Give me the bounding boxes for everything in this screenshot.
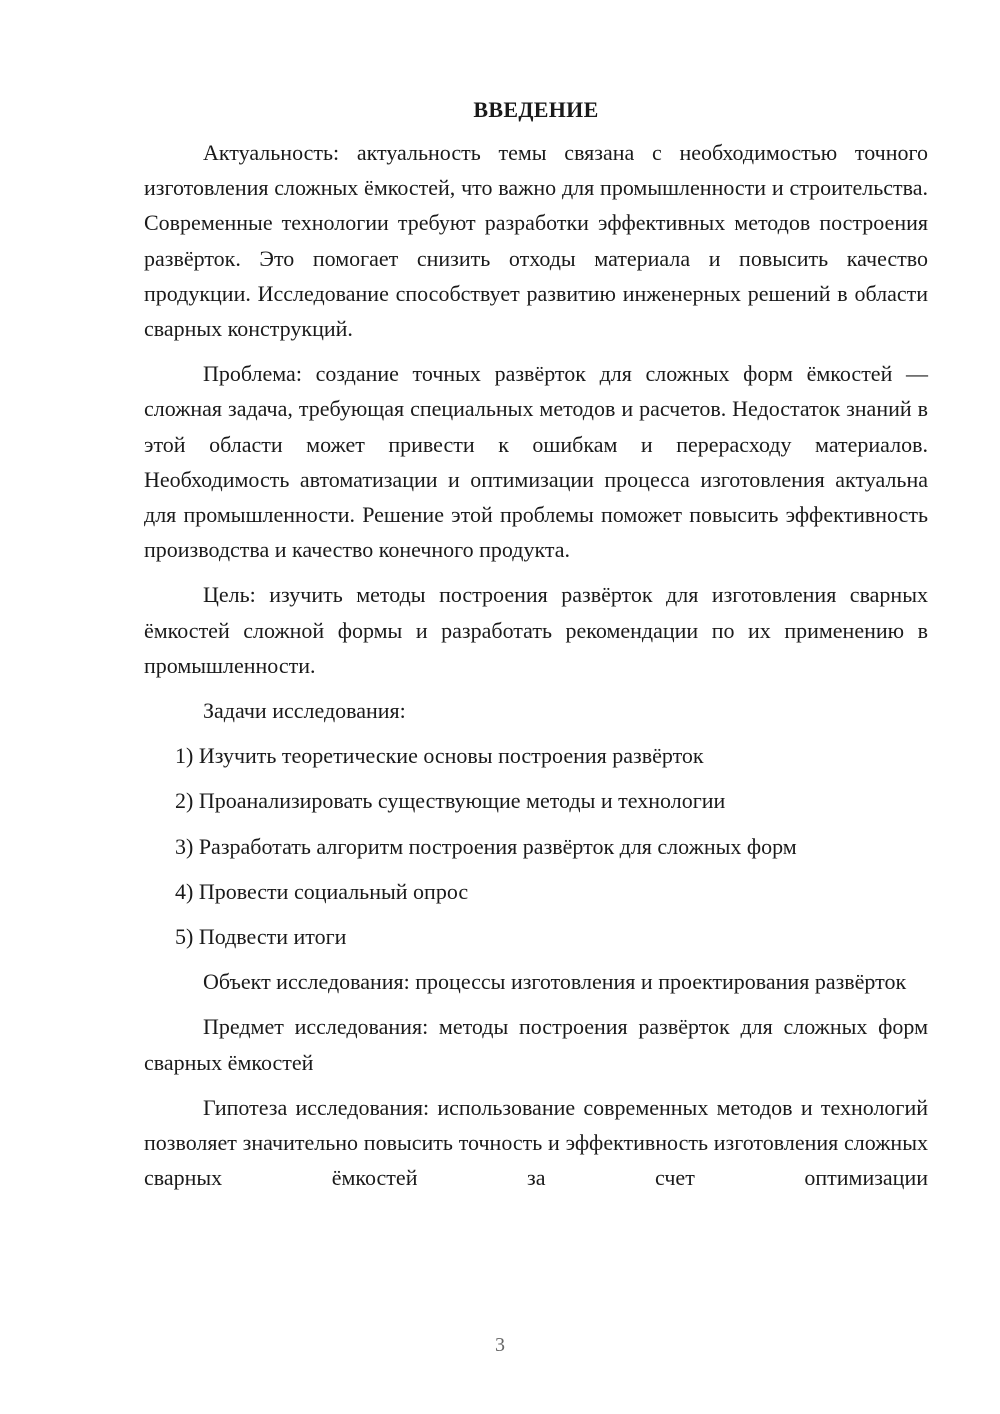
page-number: 3: [495, 1334, 505, 1356]
task-item-4: 4) Провести социальный опрос: [175, 878, 469, 904]
task-item-2: 2) Проанализировать существующие методы и технологии: [175, 788, 726, 814]
subject-paragraph: Предмет исследования: методы построения развёрток для сложных форм сварных ёмкостей: [144, 1014, 928, 1075]
task-item-5: 5) Подвести итоги: [175, 924, 347, 950]
problem-paragraph: Проблема: создание точных развёрток для сложных форм ёмкостей — сложная задача, требующая специальных методов и расчетов. Недостаток знаний в этой области может привести к ошибкам и перерасходу материалов. Необходимость автоматизации и оптимизации процесса изготовления актуальна для промышленности. Решение этой проблемы поможет повысить эффективность производства и качество конечного продукта.: [144, 361, 928, 563]
relevance-paragraph: Актуальность: актуальность темы связана с необходимостью точного изготовления сложных ёмкостей, что важно для промышленности и строительства. Современные технологии требуют разработки эффективных методов построения развёрток. Это помогает снизить отходы материала и повысить качество продукции. Исследование способствует развитию инженерных решений в области сварных конструкций.: [144, 140, 928, 342]
hypothesis-paragraph: Гипотеза исследования: использование современных методов и технологий позволяет значительно повысить точность и эффективность изготовления сложных сварных ёмкостей за счет оптимизации: [144, 1094, 928, 1191]
tasks-title: Задачи исследования:: [203, 698, 406, 724]
task-item-1: 1) Изучить теоретические основы построения развёрток: [175, 743, 704, 769]
goal-paragraph: Цель: изучить методы построения развёрток для изготовления сварных ёмкостей сложной формы и разработать рекомендации по их применению в промышленности.: [144, 582, 928, 678]
task-item-3: 3) Разработать алгоритм построения развёрток для сложных форм: [175, 833, 797, 859]
page-body: [144, 92, 928, 1205]
object-paragraph: Объект исследования: процессы изготовления и проектирования развёрток: [203, 969, 907, 995]
section-heading: ВВЕДЕНИЕ: [473, 97, 599, 122]
